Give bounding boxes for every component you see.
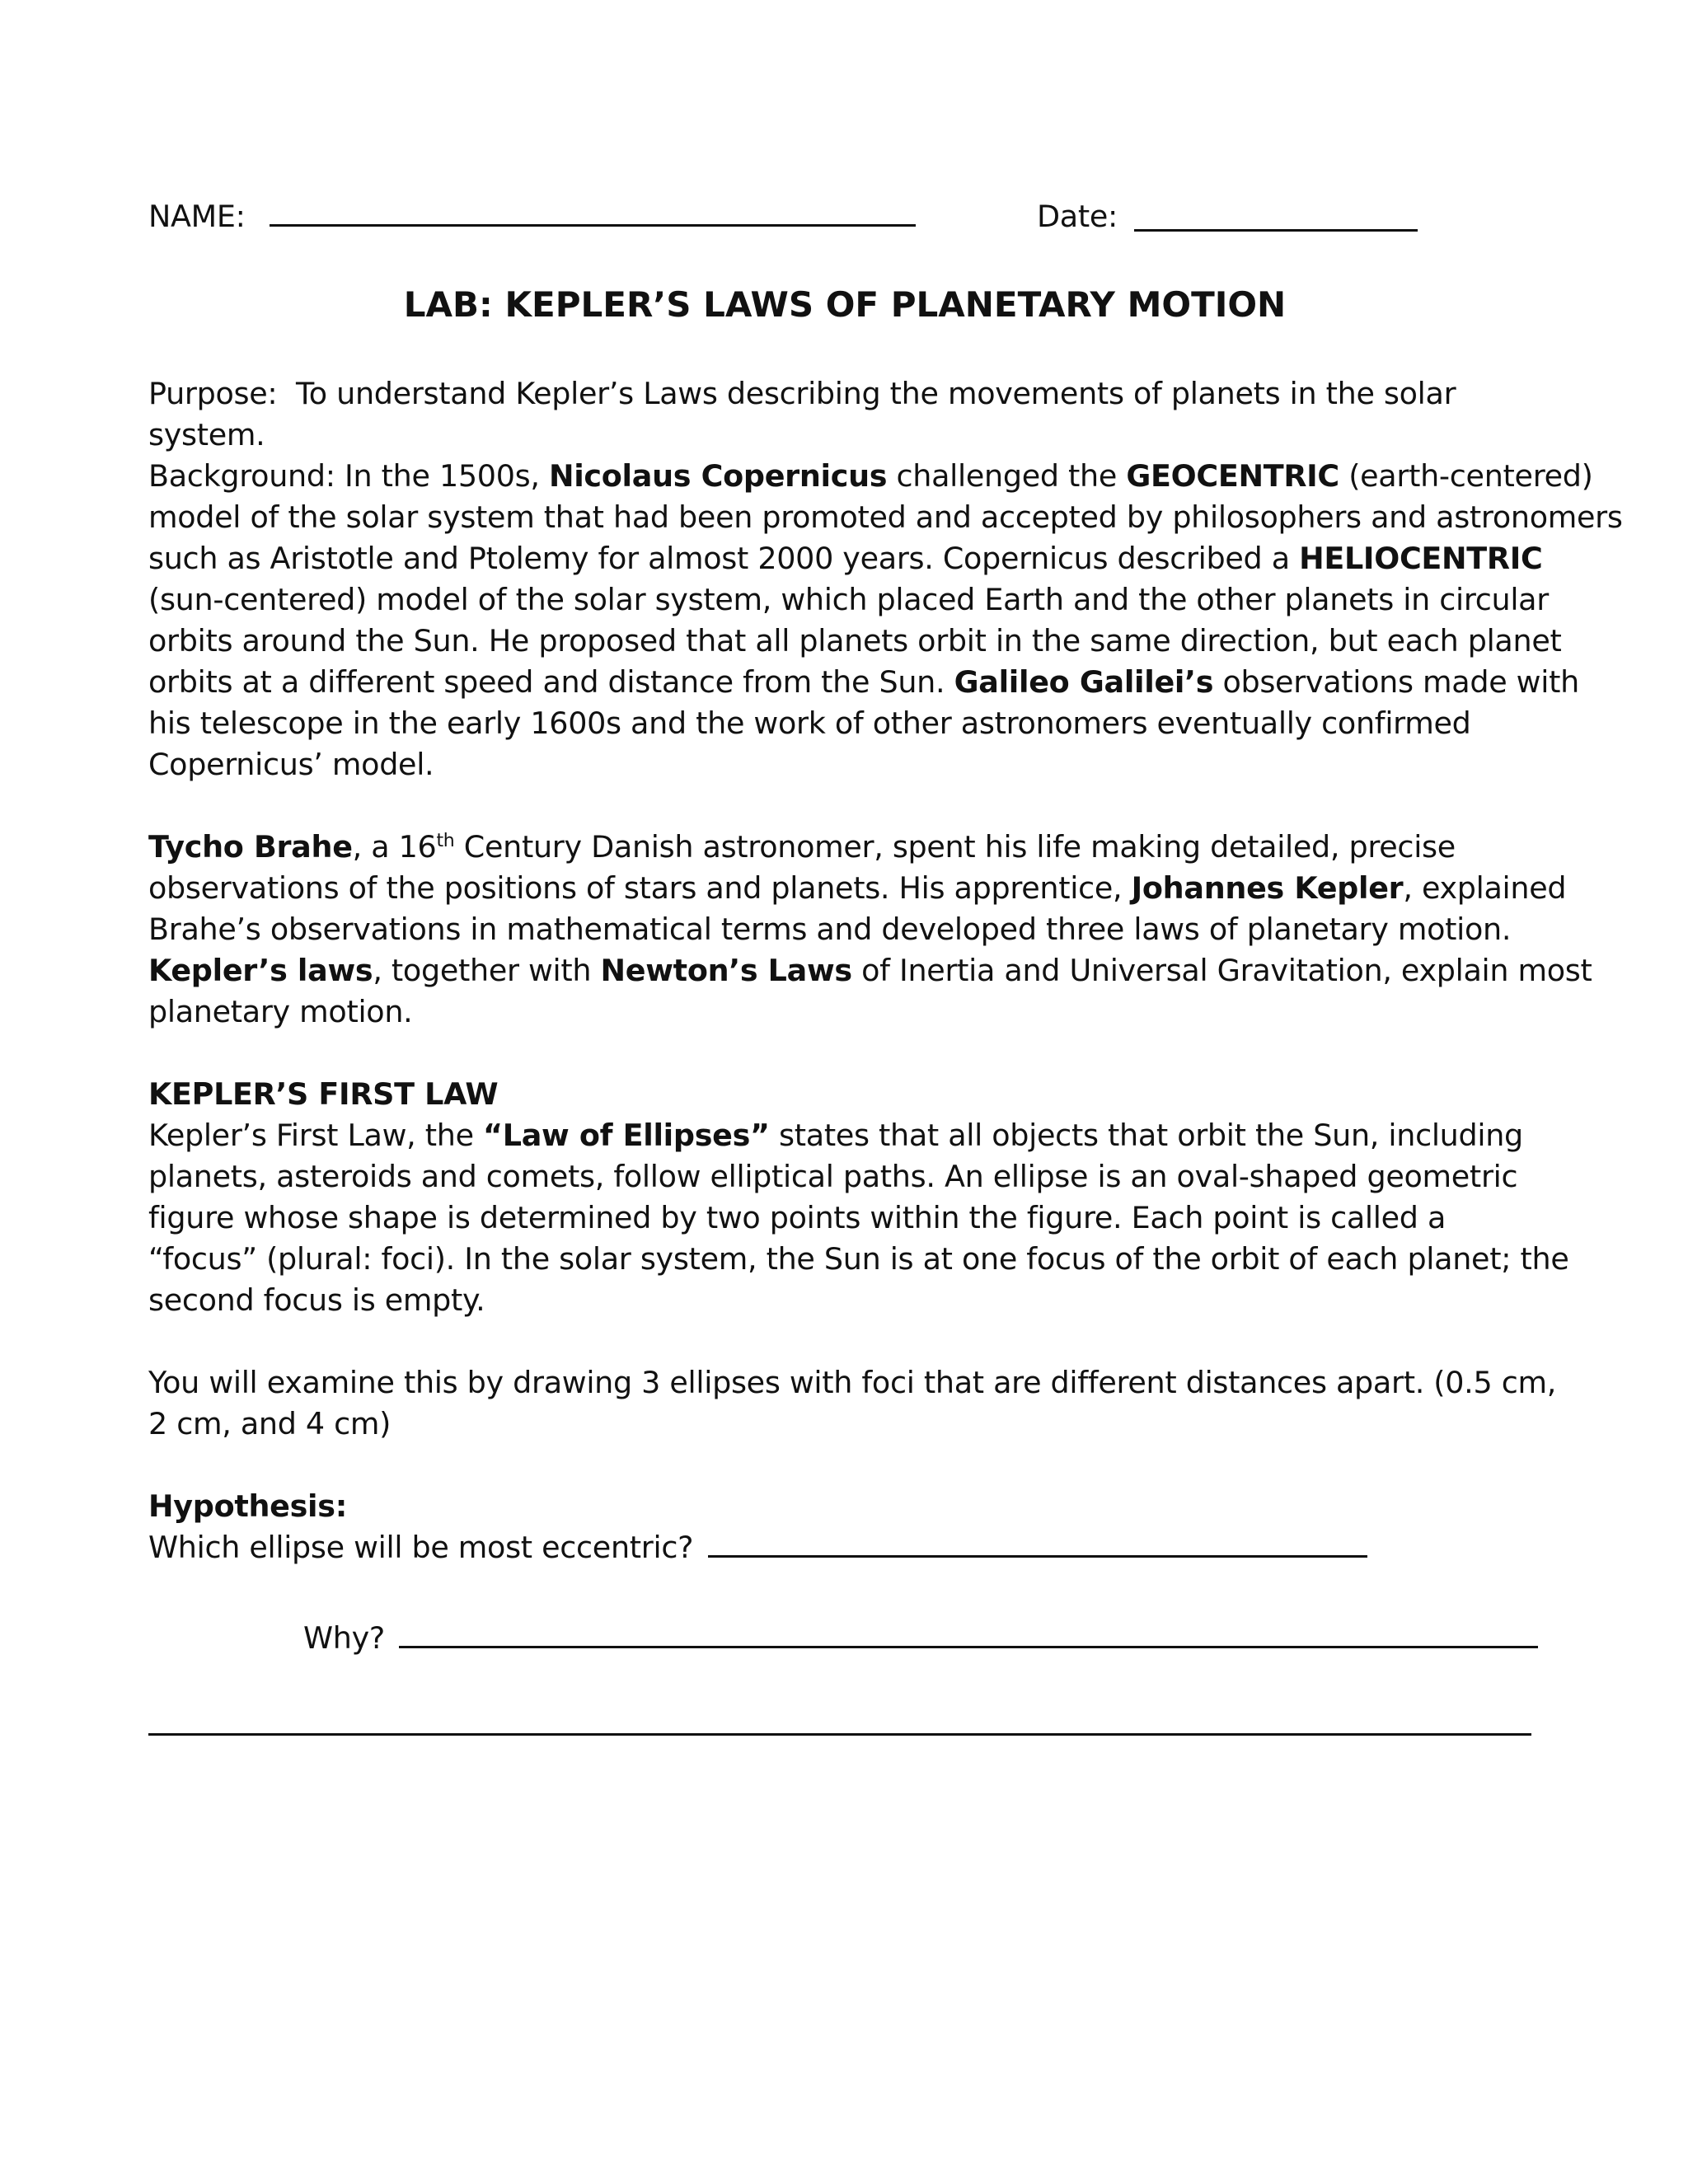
- background-line: Background: In the 1500s, Nicolaus Copernicus challenged the GEOCENTRIC (earth-centered): [148, 458, 1593, 494]
- page-title: LAB: KEPLER’S LAWS OF PLANETARY MOTION: [403, 284, 1287, 325]
- purpose-paragraph: [148, 373, 1541, 456]
- first-law-heading: KEPLER’S FIRST LAW: [148, 1076, 499, 1112]
- brahe-line: planetary motion.: [148, 994, 413, 1029]
- brahe-line: Kepler’s laws, together with Newton’s Laws of Inertia and Universal Gravitation, explain most: [148, 953, 1592, 988]
- why-answer-continuation-line[interactable]: [148, 1733, 1531, 1736]
- background-line: Copernicus’ model.: [148, 747, 434, 782]
- background-line: his telescope in the early 1600s and the work of other astronomers eventually confirmed: [148, 705, 1471, 741]
- why-row: [148, 1618, 1541, 1659]
- first-law-line: figure whose shape is determined by two points within the figure. Each point is called a: [148, 1200, 1447, 1235]
- first-law-line: “focus” (plural: foci). In the solar system, the Sun is at one focus of the orbit of each planet; the: [148, 1241, 1569, 1277]
- date-label: Date:: [1037, 199, 1118, 234]
- name-blank[interactable]: [270, 196, 916, 227]
- brahe-line: observations of the positions of stars and planets. His apprentice, Johannes Kepler, explained: [148, 870, 1567, 906]
- background-line: (sun-centered) model of the solar system, which placed Earth and the other planets in circular: [148, 582, 1549, 617]
- brahe-paragraph: [148, 827, 1592, 1033]
- first-law-section: [148, 1074, 1569, 1321]
- header-row: [148, 196, 1541, 237]
- hypothesis-section: [148, 1486, 1541, 1568]
- background-line: model of the solar system that had been promoted and accepted by philosophers and astronomers: [148, 499, 1623, 535]
- why-answer-blank[interactable]: [399, 1618, 1538, 1648]
- name-label: NAME:: [148, 199, 246, 234]
- background-line: such as Aristotle and Ptolemy for almost 2000 years. Copernicus described a HELIOCENTRIC: [148, 541, 1543, 576]
- examine-paragraph: [148, 1362, 1557, 1445]
- examine-line: You will examine this by drawing 3 ellipses with foci that are different distances apart. (0.5 cm,: [148, 1365, 1557, 1400]
- first-law-line: planets, asteroids and comets, follow elliptical paths. An ellipse is an oval-shaped geometric: [148, 1159, 1518, 1194]
- date-blank[interactable]: [1134, 201, 1418, 232]
- background-paragraph: [148, 456, 1623, 785]
- hypothesis-question: Which ellipse will be most eccentric?: [148, 1530, 694, 1565]
- hypothesis-answer-blank[interactable]: [708, 1527, 1367, 1558]
- examine-line: 2 cm, and 4 cm): [148, 1406, 392, 1441]
- background-line: orbits around the Sun. He proposed that all planets orbit in the same direction, but each planet: [148, 623, 1562, 658]
- purpose-text: To understand Kepler’s Laws describing the movements of planets in the solar system.: [148, 376, 1456, 452]
- hypothesis-question-row: [148, 1527, 1541, 1568]
- why-label: Why?: [303, 1620, 385, 1656]
- brahe-line: Brahe’s observations in mathematical terms and developed three laws of planetary motion.: [148, 912, 1512, 947]
- hypothesis-heading: Hypothesis:: [148, 1488, 347, 1524]
- purpose-label: Purpose:: [148, 376, 278, 411]
- brahe-line: Tycho Brahe, a 16th Century Danish astronomer, spent his life making detailed, precise: [148, 829, 1456, 865]
- background-line: orbits at a different speed and distance from the Sun. Galileo Galilei’s observations made with: [148, 664, 1579, 700]
- first-law-line: second focus is empty.: [148, 1282, 485, 1318]
- first-law-line: Kepler’s First Law, the “Law of Ellipses” states that all objects that orbit the Sun, including: [148, 1118, 1523, 1153]
